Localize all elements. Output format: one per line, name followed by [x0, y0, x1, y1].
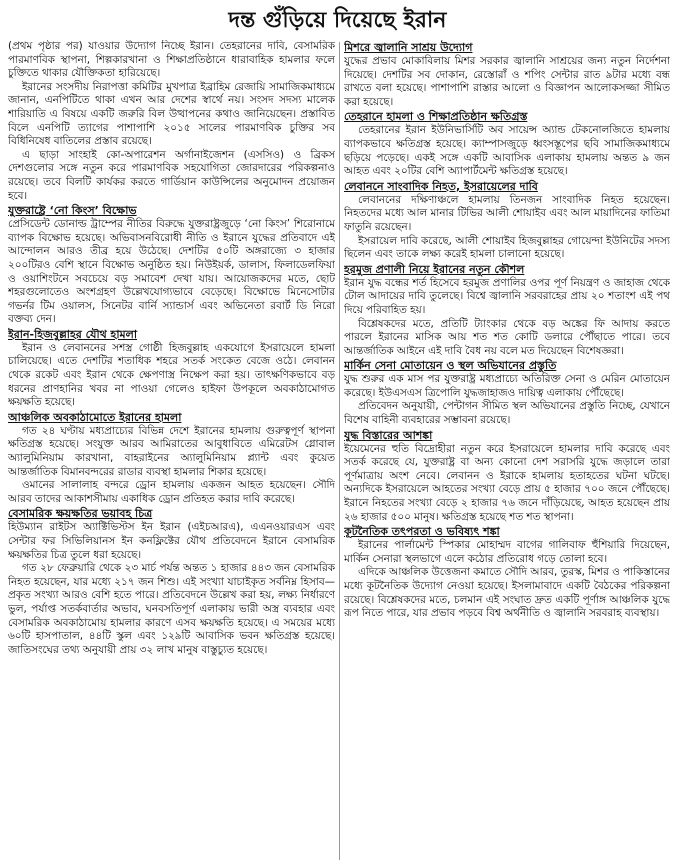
right-subheading: তেহরানে হামলা ও শিক্ষাপ্রতিষ্ঠান ক্ষতিগ্রস্ত: [344, 110, 528, 124]
left-paragraph: ইরানের সংসদীয় নিরাপত্তা কমিটির মুখপাত্র ইব্রাহিম রেজায়ি সামাজিকমাধ্যমে জানান, এনপিটিতে থাকা এখন আর দেশের স্বার্থে নয়। সংসদ সদস্য মালেক শারিয়াতি এ বিষয়ে একটি জরুরি বিল উত্থাপনের কথাও জানিয়েছেন। প্রস্তাবিত বিলে এনপিটি ত্যাগের পাশাপাশি ২০১৫ সালের পারমাণবিক চুক্তির সব বিধিনিষেধ বাতিলের প্রস্তাব রয়েছে।: [8, 80, 335, 148]
right-paragraph: ইসরায়েল দাবি করেছে, আলী শোয়াইব হিজবুল্লাহর গোয়েন্দা ইউনিটের সদস্য ছিলেন এবং তাকে লক্ষ্য করেই হামলা চালানো হয়েছে।: [344, 234, 670, 261]
left-paragraph: ইরান ও লেবাননের সশস্ত্র গোষ্ঠী হিজবুল্লাহ একযোগে ইসরায়েলে হামলা চালিয়েছে। এতে দেশটির শতাধিক শহরে সতর্ক সংকেত বেজে ওঠে। লেবানন থেকে রকেট এবং ইরান থেকে ক্ষেপণাস্ত্র নিক্ষেপ করা হয়। তাৎক্ষণিকভাবে বড় ধরনের প্রাণহানির খবর না পাওয়া গেলেও হাইফা উপকূলে অবকাঠামোগত ক্ষয়ক্ষতি হয়েছে।: [8, 341, 335, 409]
left-paragraph: গত ২৮ ফেব্রুয়ারি থেকে ২৩ মার্চ পর্যন্ত অন্তত ১ হাজার ৪৪৩ জন বেসামরিক নিহত হয়েছেন, যার মধ্যে ২১৭ জন শিশু। এই সংখ্যা যাচাইকৃত সর্বনিম্ন হিসাব—প্রকৃত সংখ্যা আরও বেশি হতে পারে। প্রতিবেদনে উল্লেখ করা হয়, লক্ষ্য নির্ধারণে ভুল, পর্যাপ্ত সতর্কবার্তার অভাব, ঘনবসতিপূর্ণ এলাকায় ভারী অস্ত্র ব্যবহার এবং বেসামরিক অবকাঠামোয় হামলার কারণে এসব ক্ষয়ক্ষতি হয়েছে। এ সময়ের মধ্যে ৬০টি হাসপাতাল, ৪৪টি স্কুল এবং ১২৯টি আবাসিক ভবন ক্ষতিগ্রস্ত হয়েছে। জাতিসংঘের তথ্য অনুযায়ী প্রায় ৩২ লাখ মানুষ বাস্তুচ্যুত হয়েছে।: [8, 562, 335, 656]
column-divider: [339, 42, 340, 860]
left-paragraph: এ ছাড়া সাংহাই কো-অপারেশন অর্গানাইজেশন (এসসিও) ও ব্রিকস দেশগুলোর সঙ্গে নতুন করে পারমাণবিক সহযোগিতা জোরদারের পরিকল্পনাও রয়েছে। তবে বিলটি কার্যকর করতে গার্ডিয়ান কাউন্সিলের অনুমোদন প্রয়োজন হবে।: [8, 148, 335, 202]
right-paragraph: ইরানের পার্লামেন্ট স্পিকার মোহাম্মদ বাগের গালিবাফ হুঁশিয়ারি দিয়েছেন, মার্কিন সেনারা স্থলভাগে এলে কঠোর প্রতিরোধ গড়ে তোলা হবে।: [344, 539, 670, 565]
right-paragraph: লেবাননের দক্ষিণাঞ্চলে হামলায় তিনজন সাংবাদিক নিহত হয়েছেন। নিহতদের মধ্যে আল মানার টিভির আলী শোয়াইব এবং আল মায়াদিনের ফাতিমা ফাতুনি রয়েছেন।: [344, 193, 670, 233]
right-paragraph: ইয়েমেনের হুতি বিদ্রোহীরা নতুন করে ইসরায়েলে হামলার দাবি করেছে এবং সতর্ক করেছে যে, যুক্তরাষ্ট্র বা অন্য কোনো দেশ সরাসরি যুদ্ধে জড়ালে তারা পূর্ণমাত্রায় অংশ নেবে। লেবানন ও ইরাকে হামলায় হতাহতের ঘটনা ঘটছে। অন্যদিকে ইসরায়েলে আহতের সংখ্যা বেড়ে প্রায় ৫ হাজার ৭০০ জনে পৌঁছেছে। ইরানে নিহতের সংখ্যা বেড়ে ২ হাজার ৭৬ জনে দাঁড়িয়েছে, আহত হয়েছেন প্রায় ২৬ হাজার ৫০০ মানুষ। ক্ষতিগ্রস্ত হয়েছে শত শত স্থাপনা।: [344, 442, 670, 523]
left-paragraph: প্রেসিডেন্ট ডোনাল্ড ট্রাম্পের নীতির বিরুদ্ধে যুক্তরাষ্ট্রজুড়ে ‘নো কিংস’ শিরোনামে ব্যাপক বিক্ষোভ হয়েছে। অভিবাসনবিরোধী নীতি ও ইরানে যুদ্ধের প্রতিবাদে এই আন্দোলন আরও তীব্র হয়ে উঠেছে। দেশটির ৫০টি অঙ্গরাজ্যে ৩ হাজার ২০০টিরও বেশি স্থানে বিক্ষোভ অনুষ্ঠিত হয়। নিউইয়র্ক, ডালাস, ফিলাডেলফিয়া ও ওয়াশিংটনে সবচেয়ে বড় সমাবেশ দেখা যায়। আয়োজকদের মতে, ছোট শহরগুলোতেও অংশগ্রহণ উল্লেখযোগ্যভাবে বেড়েছে। বিক্ষোভে মিনেসোটার গভর্নর টিম ওয়ালস, সিনেটর বার্নি স্যান্ডার্স এবং অভিনেতা রবার্ট ডি নিরো বক্তব্য দেন।: [8, 218, 335, 326]
right-subheading: যুদ্ধ বিস্তারের আশঙ্কা: [344, 428, 433, 442]
page-headline: দন্ত গুঁড়িয়ে দিয়েছে ইরান: [228, 7, 447, 33]
right-paragraph: এদিকে আঞ্চলিক উত্তেজনা কমাতে সৌদি আরব, তুরস্ক, মিশর ও পাকিস্তানের মধ্যে কূটনৈতিক উদ্যোগ নেওয়া হয়েছে। ইসলামাবাদে একটি বৈঠকের পরিকল্পনা রয়েছে। বিশ্লেষকদের মতে, চলমান এই সংঘাত দ্রুত একটি পূর্ণাঙ্গ আঞ্চলিক যুদ্ধে রূপ নিতে পারে, যার প্রভাব পড়বে বিশ্ব অর্থনীতি ও জ্বালানি সরবরাহ ব্যবস্থায়।: [344, 566, 670, 620]
left-subheading: ইরান-হিজবুল্লাহর যৌথ হামলা: [8, 327, 138, 341]
right-subheading: কূটনৈতিক তৎপরতা ও ভবিষ্যৎ শঙ্কা: [344, 525, 500, 539]
right-subheading: মিশরে জ্বালানি সাশ্রয় উদ্যোগ: [344, 41, 473, 54]
right-paragraph: বিশ্লেষকদের মতে, প্রতিটি ট্যাংকার থেকে বড় অঙ্কের ফি আদায় করতে পারলে ইরানের মাসিক আয় শত শত কোটি ডলারে পৌঁছাতে পারে। তবে আন্তর্জাতিক আইনে এই দাবি বৈধ নয় বলে মত দিয়েছেন বিশেষজ্ঞরা।: [344, 317, 670, 357]
left-column: [8, 40, 335, 862]
right-subheading: হরমুজ প্রণালী নিয়ে ইরানের নতুন কৌশল: [344, 262, 525, 276]
right-column: [344, 40, 670, 862]
right-paragraph: তেহরানের ইরান ইউনিভার্সিটি অব সায়েন্স অ্যান্ড টেকনোলজিতে হামলায় ব্যাপকভাবে ক্ষতিগ্রস্ত হয়েছে। ক্যাম্পাসজুড়ে ধ্বংসস্তূপের ছবি সামাজিকমাধ্যমে ছড়িয়ে পড়েছে। একই সঙ্গে একটি আবাসিক এলাকায় হামলায় অন্তত ৯ জন আহত এবং ২০টির বেশি অ্যাপার্টমেন্ট ক্ষতিগ্রস্ত হয়েছে।: [344, 124, 670, 178]
left-paragraph: গত ২৪ ঘণ্টায় মধ্যপ্রাচ্যের বিভিন্ন দেশে ইরানের হামলায় গুরুত্বপূর্ণ স্থাপনা ক্ষতিগ্রস্ত হয়েছে। সংযুক্ত আরব আমিরাতের আবুধাবিতে এমিরেটস গ্লোবাল অ্যালুমিনিয়াম কারখানা, বাহরাইনের অ্যালুমিনিয়াম প্ল্যান্ট এবং কুয়েত আন্তর্জাতিক বিমানবন্দরের রাডার ব্যবস্থা হামলার শিকার হয়েছে।: [8, 424, 335, 478]
left-subheading: আঞ্চলিক অবকাঠামোতে ইরানের হামলা: [8, 410, 182, 424]
right-paragraph: ইরান যুদ্ধ বন্ধের শর্ত হিসেবে হরমুজ প্রণালির ওপর পূর্ণ নিয়ন্ত্রণ ও জাহাজ থেকে টোল আদায়ের দাবি তুলেছে। বিশ্বে জ্বালানি সরবরাহের প্রায় ২০ শতাংশ এই পথ দিয়ে পরিবাহিত হয়।: [344, 276, 670, 316]
right-subheading: লেবাননে সাংবাদিক নিহত, ইসরায়েলের দাবি: [344, 179, 538, 193]
right-paragraph: যুদ্ধের প্রভাব মোকাবিলায় মিশর সরকার জ্বালানি সাশ্রয়ের জন্য নতুন নির্দেশনা দিয়েছে। দেশটির সব দোকান, রেস্তোরাঁ ও শপিং সেন্টার রাত ৯টার মধ্যে বন্ধ রাখতে বলা হয়েছে। পাশাপাশি রাস্তার আলো ও বিজ্ঞাপন আলোকসজ্জা সীমিত করা হয়েছে।: [344, 55, 670, 108]
left-subheading: যুক্তরাষ্ট্রে ‘নো কিংস’ বিক্ষোভ: [8, 204, 137, 218]
right-paragraph: যুদ্ধ শুরুর এক মাস পর যুক্তরাষ্ট্র মধ্যপ্রাচ্যে অতিরিক্ত সেনা ও মেরিন মোতায়েন করেছে। ইউএসএস ত্রিপোলি যুদ্ধজাহাজও দায়িত্ব এলাকায় পৌঁছেছে।: [344, 373, 670, 399]
right-subheading: মার্কিন সেনা মোতায়েন ও স্থল অভিযানের প্রস্তুতি: [344, 359, 557, 373]
left-paragraph: (প্রথম পৃষ্ঠার পর) যাওয়ার উদ্যোগ নিচ্ছে ইরান। তেহরানের দাবি, বেসামরিক পারমাণবিক স্থাপনা, শিল্পকারখানা ও শিক্ষাপ্রতিষ্ঠানে ধারাবাহিক হামলার ফলে চুক্তিতে থাকার যৌক্তিকতা হারিয়েছে।: [8, 40, 335, 80]
right-paragraph: প্রতিবেদন অনুযায়ী, পেন্টাগন সীমিত স্থল অভিযানের প্রস্তুতি নিচ্ছে, যেখানে বিশেষ বাহিনী ব্যবহারের সম্ভাবনা রয়েছে।: [344, 400, 670, 427]
left-subheading: বেসামরিক ক্ষয়ক্ষতির ভয়াবহ চিত্র: [8, 507, 153, 521]
left-paragraph: ওমানের সালালাহ বন্দরে ড্রোন হামলায় একজন আহত হয়েছেন। সৌদি আরব তাদের আকাশসীমায় একাধিক ড্রোন প্রতিহত করার দাবি করেছে।: [8, 479, 335, 505]
left-paragraph: হিউম্যান রাইটস অ্যাক্টিভিস্টস ইন ইরান (এইচআরএ), এএনওয়ারএস এবং সেন্টার ফর সিভিলিয়ানস ইন কনফ্লিক্টের যৌথ প্রতিবেদনে ইরানে বেসামরিক ক্ষয়ক্ষতির চিত্র তুলে ধরা হয়েছে।: [8, 521, 335, 561]
